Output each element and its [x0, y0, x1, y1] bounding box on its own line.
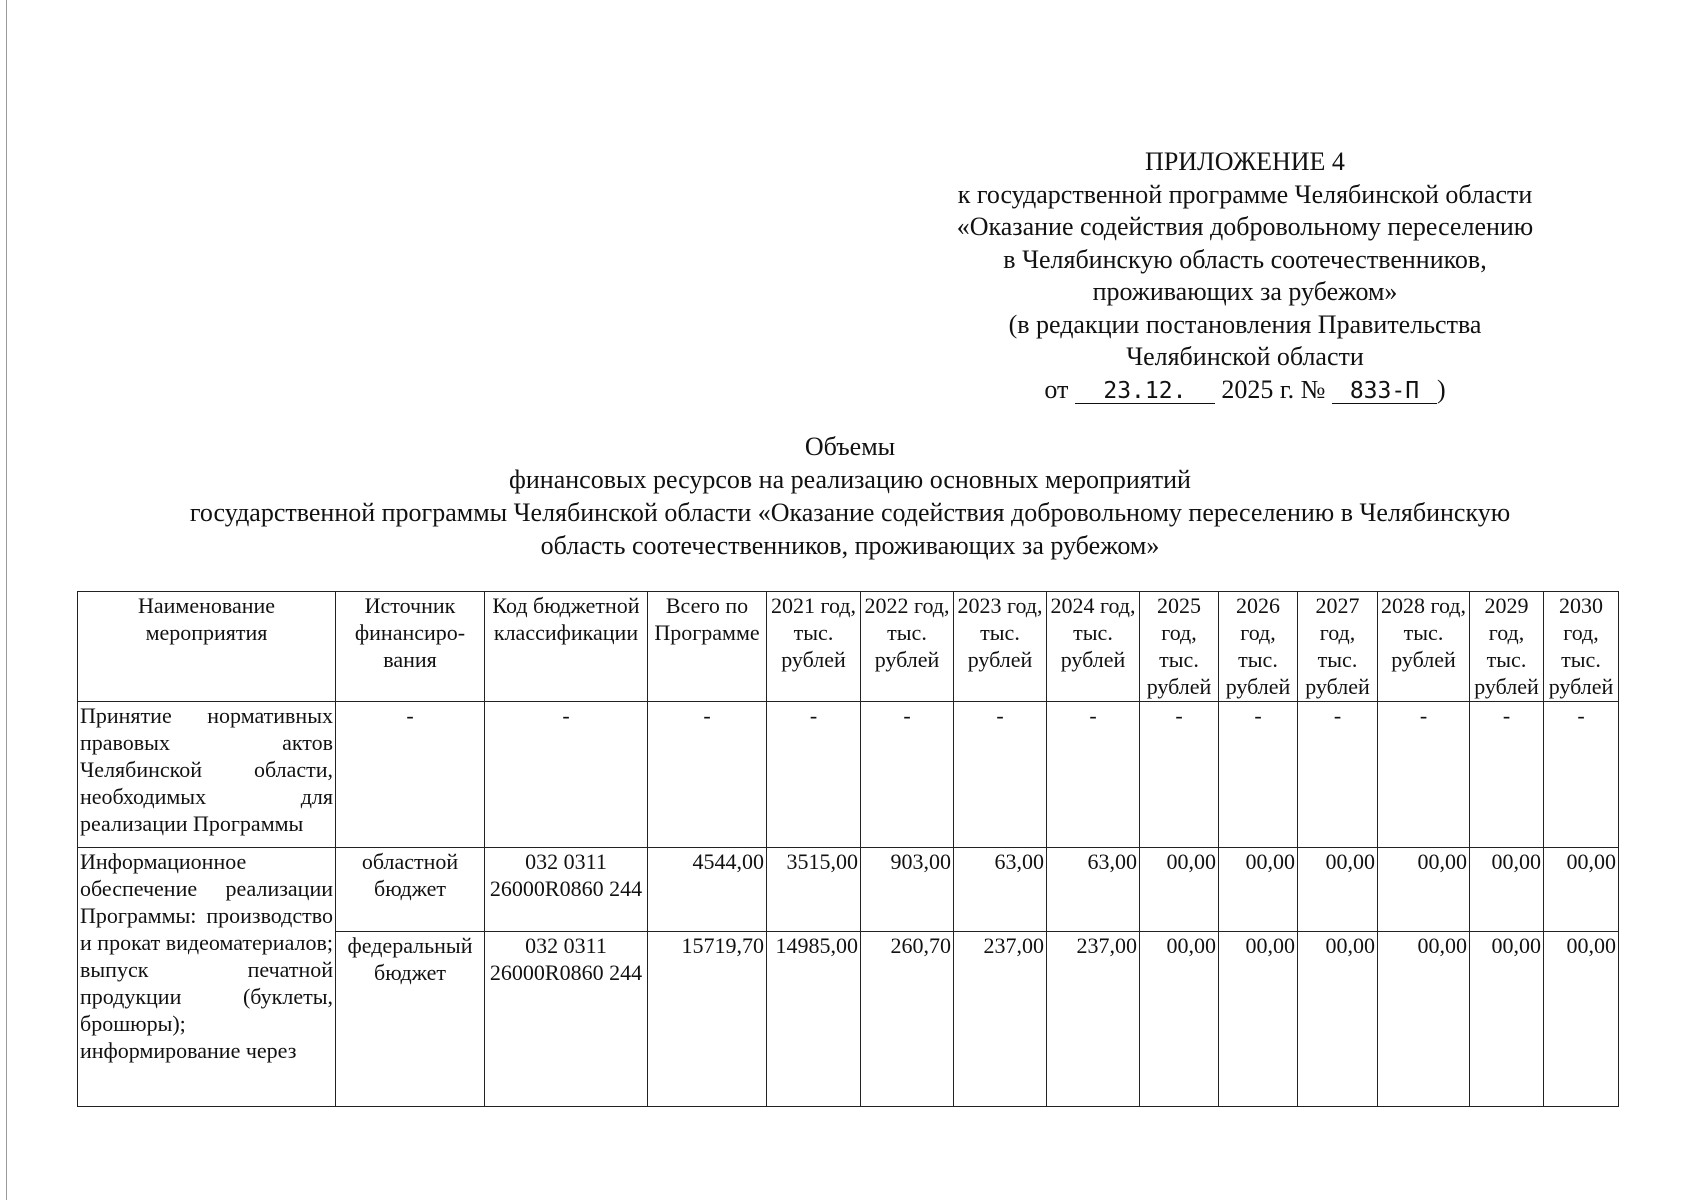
- cell-2029: 00,00: [1470, 848, 1544, 932]
- header-2024: 2024 год, тыс. рублей: [1047, 592, 1140, 702]
- appendix-date-line: [900, 374, 1590, 407]
- cell-2023: -: [954, 702, 1047, 848]
- cell-2022: -: [861, 702, 954, 848]
- cell-source: федеральный бюджет: [336, 932, 485, 1107]
- appendix-line-2: «Оказание содействия добровольному переселению: [956, 212, 1534, 241]
- cell-2028: 00,00: [1378, 848, 1470, 932]
- cell-2028: 00,00: [1378, 932, 1470, 1107]
- header-2029: 2029 год, тыс. рублей: [1470, 592, 1544, 702]
- title-line-1: Объемы: [804, 432, 896, 461]
- cell-2027: 00,00: [1298, 932, 1378, 1107]
- cell-2030: -: [1544, 702, 1619, 848]
- cell-2025: 00,00: [1140, 932, 1219, 1107]
- appendix-line-3: в Челябинскую область соотечественников,: [1003, 244, 1487, 274]
- header-2025: 2025 год, тыс. рублей: [1140, 592, 1219, 702]
- cell-code: -: [485, 702, 648, 848]
- document-title: [80, 430, 1620, 562]
- cell-source: областной бюджет: [336, 848, 485, 932]
- cell-2022: 903,00: [861, 848, 954, 932]
- header-2030: 2030 год, тыс. рублей: [1544, 592, 1619, 702]
- appendix-header: [900, 146, 1590, 406]
- date-prefix: от: [1044, 374, 1069, 404]
- header-name: Наименование мероприятия: [78, 592, 336, 702]
- closing-parenthesis: ): [1436, 374, 1446, 404]
- title-line-4: область соотечественников, проживающих за рубежом»: [540, 531, 1160, 560]
- header-2021: 2021 год, тыс. рублей: [767, 592, 861, 702]
- cell-2024: -: [1047, 702, 1140, 848]
- cell-2023: 237,00: [954, 932, 1047, 1107]
- cell-name: Принятие нормативных правовых актов Челябинской области, необходимых для реализации Программы: [78, 702, 336, 848]
- appendix-line-6: Челябинской области: [1126, 342, 1364, 371]
- cell-2021: 14985,00: [767, 932, 861, 1107]
- year-text: 2025 г. №: [1221, 374, 1326, 404]
- cell-2027: -: [1298, 702, 1378, 848]
- table-header-row: [78, 592, 1619, 702]
- cell-2025: -: [1140, 702, 1219, 848]
- cell-2027: 00,00: [1298, 848, 1378, 932]
- date-field: 23.12.: [1075, 379, 1215, 404]
- cell-code: 032 0311 26000R0860 244: [485, 932, 648, 1107]
- cell-source: -: [336, 702, 485, 848]
- appendix-line-4: проживающих за рубежом»: [1092, 277, 1398, 306]
- cell-2030: 00,00: [1544, 932, 1619, 1107]
- appendix-line-5: (в редакции постановления Правительства: [1008, 309, 1482, 339]
- appendix-line-1: к государственной программе Челябинской области: [957, 179, 1533, 209]
- header-source: Источник финансиро-вания: [336, 592, 485, 702]
- cell-total: 15719,70: [648, 932, 767, 1107]
- cell-name: Информационное обеспечение реализации Программы: производство и прокат видеоматериалов; выпуск печатной продукции (буклеты, брошюры); информирование через: [78, 848, 336, 1107]
- table-row: [78, 848, 1619, 932]
- table-row: [78, 702, 1619, 848]
- cell-2023: 63,00: [954, 848, 1047, 932]
- cell-2026: 00,00: [1219, 932, 1298, 1107]
- appendix-title: ПРИЛОЖЕНИЕ 4: [1145, 147, 1345, 176]
- cell-2028: -: [1378, 702, 1470, 848]
- cell-2021: -: [767, 702, 861, 848]
- cell-2029: 00,00: [1470, 932, 1544, 1107]
- title-line-3: государственной программы Челябинской области «Оказание содействия добровольному переселению в Челябинскую: [189, 498, 1511, 527]
- header-code: Код бюджетной классификации: [485, 592, 648, 702]
- cell-2029: -: [1470, 702, 1544, 848]
- header-total: Всего по Программе: [648, 592, 767, 702]
- title-line-2: финансовых ресурсов на реализацию основных мероприятий: [509, 465, 1191, 494]
- header-2023: 2023 год, тыс. рублей: [954, 592, 1047, 702]
- header-2026: 2026 год, тыс. рублей: [1219, 592, 1298, 702]
- cell-total: -: [648, 702, 767, 848]
- scan-edge-line: [6, 0, 7, 1200]
- cell-2030: 00,00: [1544, 848, 1619, 932]
- resolution-number-field: 833-П: [1332, 379, 1437, 404]
- cell-2026: -: [1219, 702, 1298, 848]
- cell-2021: 3515,00: [767, 848, 861, 932]
- cell-code: 032 0311 26000R0860 244: [485, 848, 648, 932]
- cell-2025: 00,00: [1140, 848, 1219, 932]
- header-2028: 2028 год, тыс. рублей: [1378, 592, 1470, 702]
- header-2022: 2022 год, тыс. рублей: [861, 592, 954, 702]
- cell-2026: 00,00: [1219, 848, 1298, 932]
- cell-2024: 63,00: [1047, 848, 1140, 932]
- cell-2024: 237,00: [1047, 932, 1140, 1107]
- cell-2022: 260,70: [861, 932, 954, 1107]
- cell-total: 4544,00: [648, 848, 767, 932]
- header-2027: 2027 год, тыс. рублей: [1298, 592, 1378, 702]
- financing-table: [77, 591, 1619, 1107]
